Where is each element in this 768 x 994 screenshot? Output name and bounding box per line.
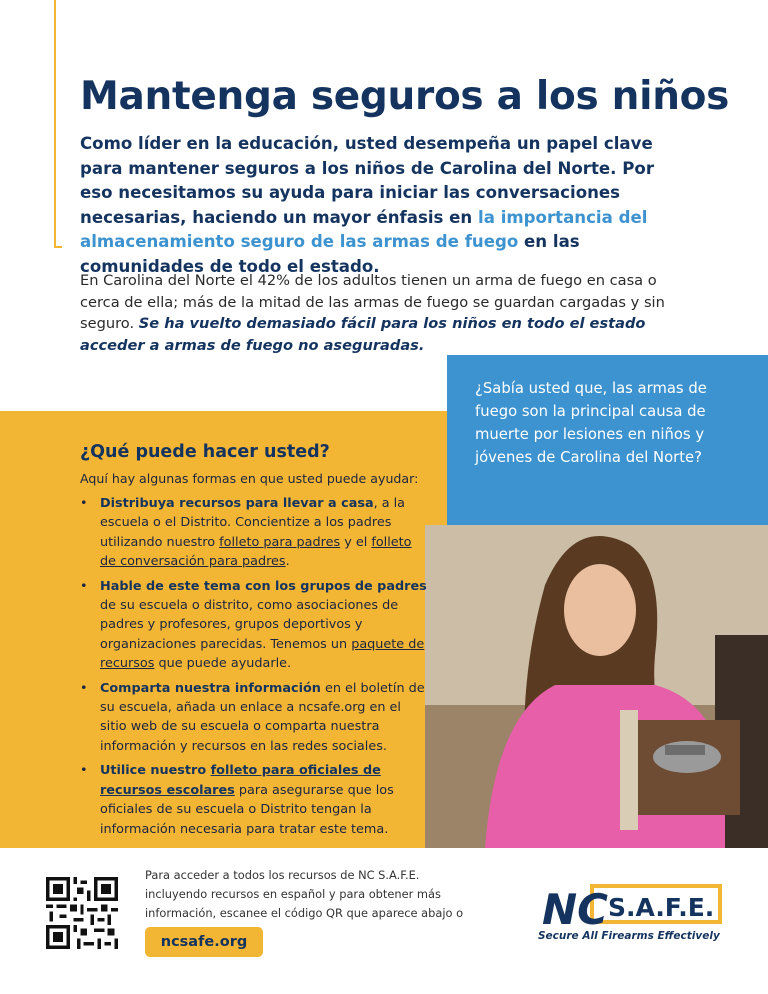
intro-text-2: en las comunidades de todo el estado. — [80, 232, 580, 276]
intro-paragraph — [80, 132, 690, 279]
sro-brochure-link[interactable]: folleto para oficiales de recursos escolares — [100, 763, 381, 798]
tip-bold-text: Utilice nuestro — [100, 763, 211, 779]
footer-text: Para acceder a todos los recursos de NC S.A.F.E. incluyendo recursos en español y para obtener más información, escanee el código QR que aparece abajo o — [145, 868, 464, 920]
tip-text: . — [285, 554, 290, 570]
intro-highlight: la importancia del almacenamiento seguro de las armas de fuego — [80, 207, 648, 251]
list-item — [80, 679, 430, 757]
ncsafe-link-button[interactable]: ncsafe.org — [145, 927, 263, 957]
section-lead: Aquí hay algunas formas en que usted puede ayudar: — [80, 471, 419, 486]
parent-brochure-link[interactable]: folleto para padres — [219, 534, 341, 550]
tip-text: en el boletín de su escuela, añada un enlace a ncsafe.org en el sitio web de su escuela o comparta nuestra información y recursos en las redes sociales. — [100, 680, 425, 754]
tip-bold: Distribuya recursos para llevar a casa — [100, 496, 374, 511]
callout-box — [447, 355, 768, 525]
tip-bold: Comparta nuestra información — [100, 680, 321, 696]
tip-text: que puede ayudarle. — [154, 656, 292, 672]
logo-mark: NC — [542, 885, 608, 934]
list-item — [80, 494, 430, 572]
accent-rule — [54, 0, 56, 248]
statistic-text: En Carolina del Norte el 42% de los adultos tienen un arma de fuego en casa o cerca de ella; más de la mitad de las armas de fuego se guardan cargadas y sin seguro. — [80, 272, 665, 332]
resource-package-link[interactable]: paquete de recursos — [100, 636, 425, 672]
section-heading: ¿Qué puede hacer usted? — [80, 442, 330, 462]
list-item — [80, 577, 430, 674]
conversation-brochure-link[interactable]: folleto de conversación para padres — [100, 534, 412, 570]
list-item — [80, 761, 430, 839]
girl-with-handgun-photo — [425, 525, 768, 848]
photo-illustration — [425, 525, 768, 848]
statistic-paragraph — [80, 270, 690, 356]
accent-rule-foot — [54, 246, 62, 248]
logo-tagline: Secure All Firearms Effectively — [538, 930, 720, 942]
tip-text: de su escuela o distrito, como asociaciones de padres y profesores, grupos deportivos y organizaciones parecidas. Tenemos un — [100, 598, 399, 652]
page-title: Mantenga seguros a los niños — [80, 74, 730, 119]
qr-code-icon[interactable] — [46, 877, 118, 949]
tip-bold: Hable de este tema con los grupos de padres — [100, 578, 427, 594]
tip-text: y el — [340, 534, 372, 550]
tips-list — [80, 494, 430, 844]
statistic-emphasis: Se ha vuelto demasiado fácil para los niños en todo el estado acceder a armas de fuego no aseguradas. — [80, 315, 646, 354]
tip-text: , a la escuela o el Distrito. Concientize a los padres utilizando nuestro — [100, 496, 406, 550]
tip-text: para asegurarse que los oficiales de su escuela o Distrito tengan la información necesaria para tratar este tema. — [100, 782, 394, 837]
logo-name: S.A.F.E. — [608, 893, 715, 922]
intro-text-1: Como líder en la educación, usted desempeña un papel clave para mantener seguros a los niños de Carolina del Norte. Por eso necesitamos su ayuda para iniciar las conversaciones necesarias, haciendo un mayor énfasis en — [80, 134, 655, 227]
callout-text: ¿Sabía usted que, las armas de fuego son la principal causa de muerte por lesiones en niños y jóvenes de Carolina del Norte? — [475, 380, 707, 466]
